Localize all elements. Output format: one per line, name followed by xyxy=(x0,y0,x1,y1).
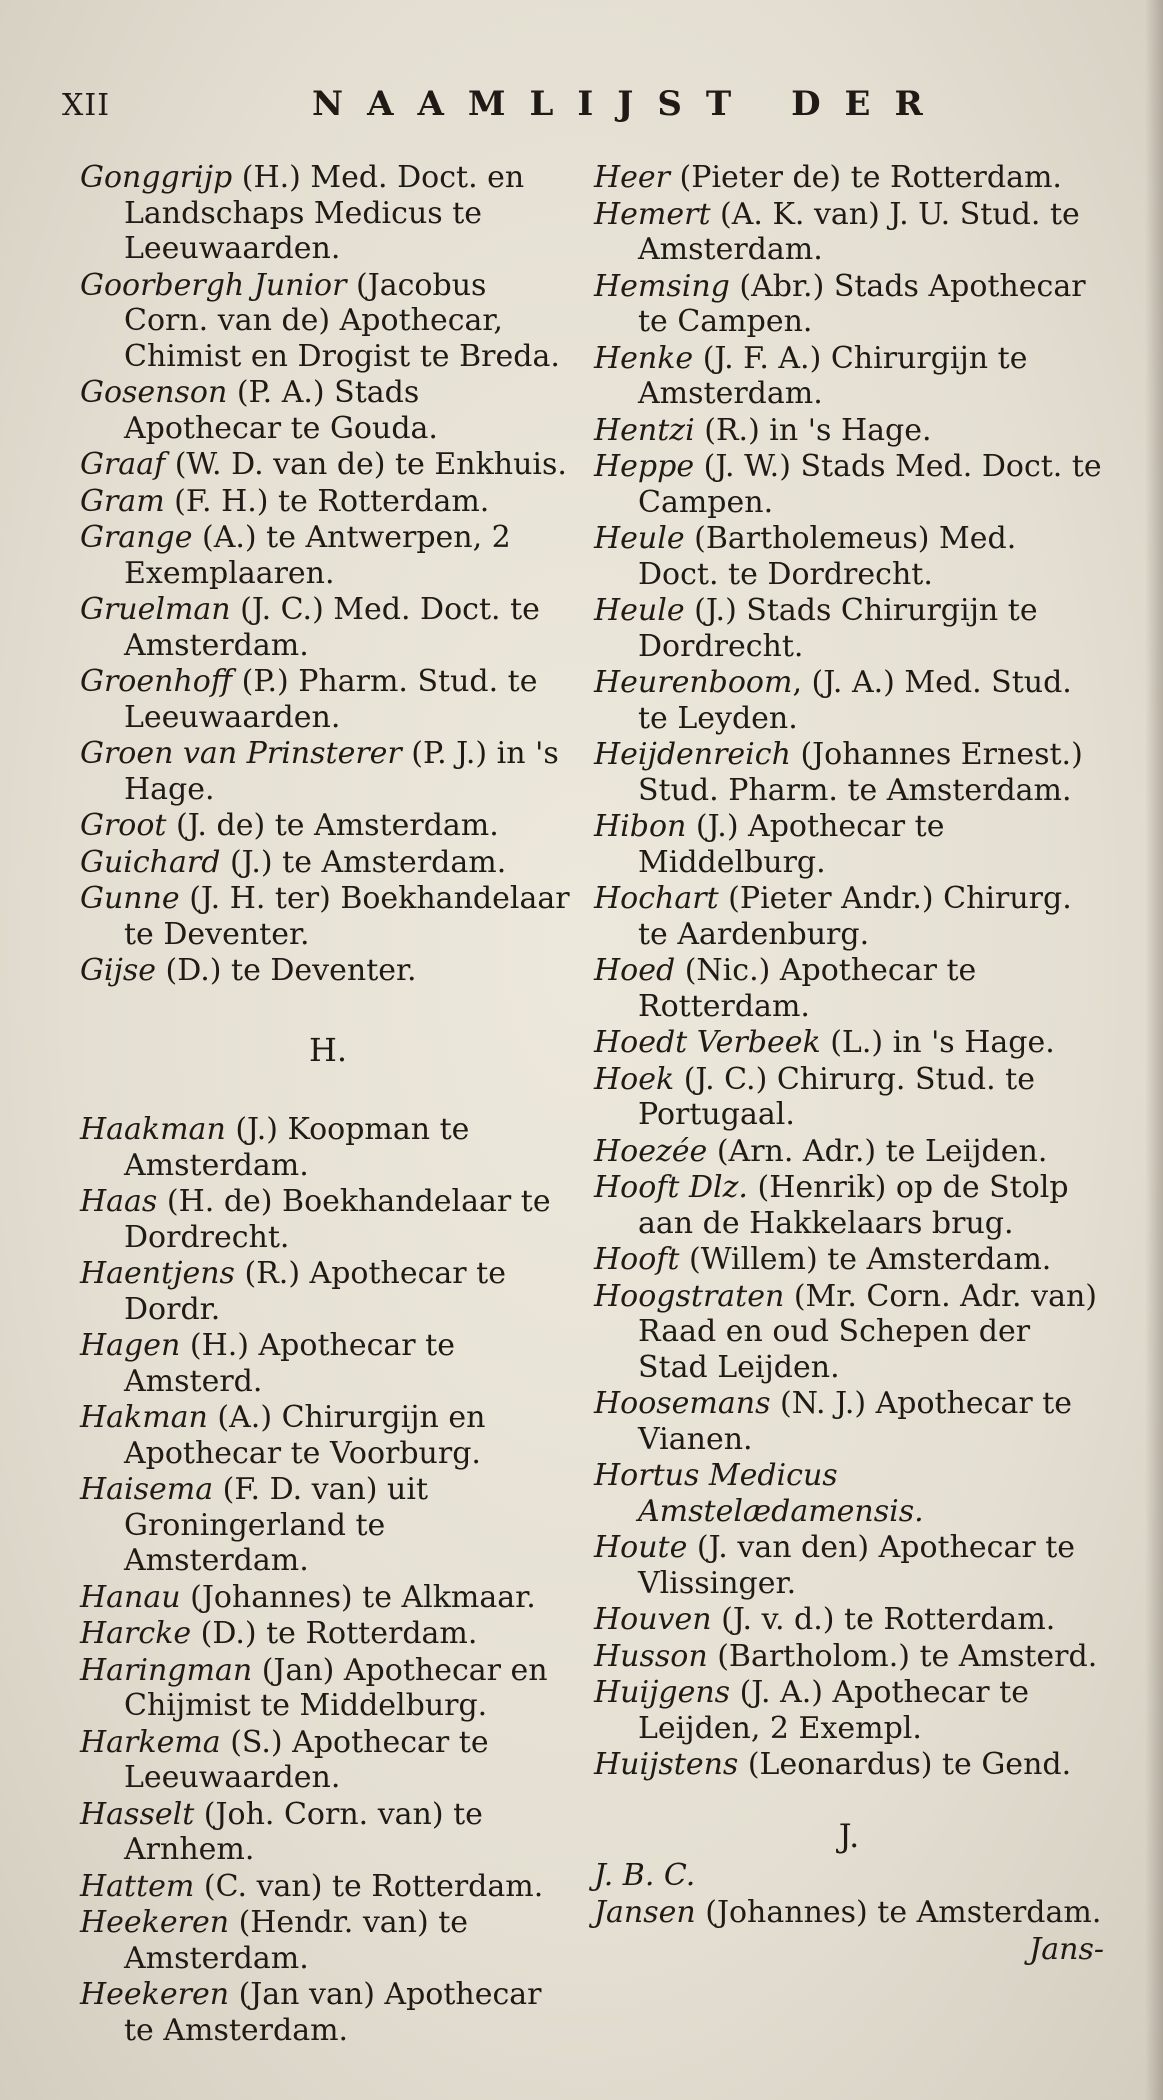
list-item xyxy=(594,1639,1104,1675)
entry-name: Groenhoff xyxy=(80,664,233,699)
entry-name: Groot xyxy=(80,808,167,843)
entries-h xyxy=(80,1112,576,2048)
entry-name: Hibon xyxy=(594,809,687,844)
entry-details: (P. J.) in 's Hage. xyxy=(124,736,559,807)
list-item xyxy=(80,268,576,375)
entry-details: (Mr. Corn. Adr. van) Raad en oud Schepen der Stad Leijden. xyxy=(638,1278,1097,1385)
entry-name: Hagen xyxy=(80,1328,181,1363)
entry-details: (Jacobus Corn. van de) Apothecar, Chimist en Drogist te Breda. xyxy=(124,267,560,374)
list-item xyxy=(594,197,1104,268)
entry-details: (C. van) te Rotterdam. xyxy=(194,1868,544,1904)
list-item xyxy=(80,484,576,520)
entry-details: (W. D. van de) te Enkhuis. xyxy=(165,447,567,482)
list-item xyxy=(594,269,1104,340)
entry-name: Henke xyxy=(594,340,694,376)
list-item xyxy=(594,413,1104,449)
list-item xyxy=(594,881,1104,952)
entry-name: Guichard xyxy=(80,844,221,880)
list-item xyxy=(594,1170,1104,1241)
entry-name: Gruelman xyxy=(80,592,231,627)
entry-name: Hoek xyxy=(594,1061,675,1097)
list-item xyxy=(80,1616,576,1652)
entry-details: (P.) Pharm. Stud. te Leeuwaarden. xyxy=(124,664,538,735)
entry-name: Haakman xyxy=(80,1112,226,1147)
entry-details: (Jan) Apothecar en Chijmist te Middelburg. xyxy=(124,1652,548,1723)
entry-name: Hoezée xyxy=(594,1133,708,1169)
entry-name: Groen van Prinsterer xyxy=(80,736,402,771)
list-item xyxy=(594,1895,1104,1931)
entry-name: J. B. C. xyxy=(594,1858,696,1893)
entry-name: Hoedt Verbeek xyxy=(594,1025,821,1060)
list-item xyxy=(80,1112,576,1183)
list-item xyxy=(594,1530,1104,1601)
list-item xyxy=(80,1400,576,1471)
list-item xyxy=(594,1675,1104,1746)
list-item xyxy=(80,1905,576,1976)
running-title: NAAMLIJST DER xyxy=(312,84,947,124)
entry-details: (J.) Apothecar te Middelburg. xyxy=(638,809,945,880)
entry-details: (J. F. A.) Chirurgijn te Amsterdam. xyxy=(638,340,1028,411)
entry-details: (F. D. van) uit Groningerland te Amsterdam. xyxy=(124,1472,429,1578)
entry-name: Heule xyxy=(594,593,685,628)
list-item xyxy=(80,1725,576,1796)
entry-details: (Willem) te Amsterdam. xyxy=(679,1242,1052,1277)
list-item xyxy=(80,1869,576,1905)
list-item xyxy=(80,881,576,952)
list-item xyxy=(80,520,576,591)
entry-details: , (J. A.) Med. Stud. te Leyden. xyxy=(638,665,1072,736)
entry-name: Haas xyxy=(80,1184,158,1219)
list-item xyxy=(594,1458,1104,1529)
entry-name: Harcke xyxy=(80,1616,192,1651)
entry-name: Graaf xyxy=(80,447,166,482)
list-item xyxy=(594,1602,1104,1638)
entry-name: Hakman xyxy=(80,1400,208,1435)
entry-details: (H. de) Boekhandelaar te Dordrecht. xyxy=(124,1184,551,1255)
list-item xyxy=(80,808,576,844)
catchword: Jans- xyxy=(1029,1932,1104,1967)
entry-name: Huijgens xyxy=(594,1675,731,1710)
list-item xyxy=(594,809,1104,880)
entry-name: Heurenboom xyxy=(594,665,793,700)
entry-name: Gijse xyxy=(80,953,157,988)
entry-details: (Hendr. van) te Amsterdam. xyxy=(124,1905,469,1976)
page-edge-shadow xyxy=(1145,0,1163,2100)
list-item xyxy=(594,1386,1104,1457)
entry-name: Haisema xyxy=(80,1472,214,1507)
list-item xyxy=(594,1242,1104,1278)
entry-name: Gonggrijp xyxy=(80,160,233,195)
entry-details: (J. de) te Amsterdam. xyxy=(166,808,499,843)
section-heading-j: J. xyxy=(838,1816,860,1855)
entry-details: (Johannes Ernest.) Stud. Pharm. te Amsterdam. xyxy=(638,737,1083,808)
entry-details: (R.) in 's Hage. xyxy=(694,412,932,448)
entry-name: Husson xyxy=(594,1638,708,1674)
entry-details: (D.) te Rotterdam. xyxy=(191,1616,478,1651)
entry-name: Hanau xyxy=(80,1579,181,1615)
entry-details: (Johannes) te Alkmaar. xyxy=(180,1579,536,1615)
entry-name: Haringman xyxy=(80,1652,253,1688)
list-item xyxy=(80,736,576,807)
entry-details: (J. v. d.) te Rotterdam. xyxy=(711,1602,1056,1637)
list-item xyxy=(80,1653,576,1724)
list-item xyxy=(594,953,1104,1024)
entry-name: Hentzi xyxy=(594,412,695,448)
list-item xyxy=(80,1472,576,1579)
list-item xyxy=(594,593,1104,664)
list-item xyxy=(594,160,1104,196)
entry-details: (N. J.) Apothecar te Vianen. xyxy=(638,1386,1073,1457)
list-item xyxy=(80,664,576,735)
entry-name: Heppe xyxy=(594,449,695,484)
list-item xyxy=(80,592,576,663)
entry-details: (Pieter de) te Rotterdam. xyxy=(670,160,1062,195)
entry-name: Jansen xyxy=(594,1894,696,1930)
entry-name: Hemert xyxy=(594,196,711,232)
entries-h-continued xyxy=(594,160,1104,1783)
list-item xyxy=(80,1977,576,2048)
section-heading-h: H. xyxy=(308,1030,348,1069)
entry-details: (D.) te Deventer. xyxy=(156,953,417,988)
list-item xyxy=(80,447,576,483)
entry-name: Huijstens xyxy=(594,1747,739,1782)
list-item xyxy=(80,160,576,267)
entry-details: (J. C.) Med. Doct. te Amsterdam. xyxy=(124,592,540,663)
entry-details: (P. A.) Stads Apothecar te Gouda. xyxy=(124,375,438,446)
entry-details: (J. C.) Chirurg. Stud. te Portugaal. xyxy=(638,1061,1035,1132)
list-item xyxy=(594,1062,1104,1133)
entry-name: Heer xyxy=(594,160,671,195)
list-item xyxy=(594,665,1104,736)
right-column xyxy=(594,160,1104,1968)
entry-details: (J. van den) Apothecar te Vlissinger. xyxy=(638,1530,1076,1601)
entry-details: (Pieter Andr.) Chirurg. te Aardenburg. xyxy=(638,881,1072,952)
entry-name: Hochart xyxy=(594,881,719,916)
entry-name: Heekeren xyxy=(80,1905,230,1940)
entry-details: (J.) Koopman te Amsterdam. xyxy=(124,1112,470,1183)
entry-name: Gram xyxy=(80,483,165,519)
entry-details: (R.) Apothecar te Dordr. xyxy=(124,1256,506,1327)
list-item xyxy=(80,1256,576,1327)
entry-name: Harkema xyxy=(80,1724,221,1760)
list-item xyxy=(80,1580,576,1616)
list-item xyxy=(594,1858,1104,1894)
left-column xyxy=(80,160,576,2049)
entry-details: (J. W.) Stads Med. Doct. te Campen. xyxy=(638,449,1102,520)
entry-name: Heijdenreich xyxy=(594,737,791,772)
entry-details: (H.) Apothecar te Amsterd. xyxy=(124,1328,455,1399)
entry-details: (A.) Chirurgijn en Apothecar te Voorburg. xyxy=(124,1400,486,1471)
entry-name: Goorbergh Junior xyxy=(80,267,347,303)
list-item xyxy=(80,953,576,989)
entry-details: (Leonardus) te Gend. xyxy=(738,1747,1072,1782)
list-item xyxy=(80,1328,576,1399)
entry-name: Heekeren xyxy=(80,1977,230,2012)
list-item xyxy=(594,1747,1104,1783)
entry-details: (Bartholemeus) Med. Doct. te Dordrecht. xyxy=(638,521,1017,592)
list-item xyxy=(80,1797,576,1868)
list-item xyxy=(594,341,1104,412)
entry-details: (Nic.) Apothecar te Rotterdam. xyxy=(638,953,977,1024)
entry-name: Hoogstraten xyxy=(594,1278,785,1314)
list-item xyxy=(80,375,576,446)
entry-details: (Henrik) op de Stolp aan de Hakkelaars brug. xyxy=(638,1170,1069,1241)
page-number: XII xyxy=(62,88,111,123)
list-item xyxy=(80,1184,576,1255)
entry-name: Hooft Dlz. xyxy=(594,1170,748,1205)
entry-details: (F. H.) te Rotterdam. xyxy=(164,483,490,519)
entry-name: Hooft xyxy=(594,1242,680,1277)
entry-details: (Bartholom.) te Amsterd. xyxy=(707,1638,1098,1674)
list-item xyxy=(594,1279,1104,1386)
entry-details: (Joh. Corn. van) te Arnhem. xyxy=(124,1796,483,1867)
list-item xyxy=(80,845,576,881)
page-header xyxy=(62,80,1102,140)
entry-details: (A.) te Antwerpen, 2 Exemplaaren. xyxy=(124,520,511,591)
entry-name: Houte xyxy=(594,1530,688,1565)
entry-name: Gunne xyxy=(80,881,180,916)
entry-details: (H.) Med. Doct. en Landschaps Medicus te Leeuwaarden. xyxy=(124,160,525,266)
entry-details: (L.) in 's Hage. xyxy=(820,1025,1055,1060)
entry-name: Hattem xyxy=(80,1868,195,1904)
entry-name: Hortus Medicus Amstelædamensis. xyxy=(594,1458,924,1529)
entry-details: (J. H. ter) Boekhandelaar te Deventer. xyxy=(124,881,570,952)
entry-details: (J.) te Amsterdam. xyxy=(220,844,507,880)
entry-name: Gosenson xyxy=(80,375,228,410)
entry-details: (J.) Stads Chirurgijn te Dordrecht. xyxy=(638,593,1038,664)
entry-name: Houven xyxy=(594,1602,712,1637)
entry-name: Hemsing xyxy=(594,268,730,304)
list-item xyxy=(594,449,1104,520)
entry-details: (Jan van) Apothecar te Amsterdam. xyxy=(124,1977,542,2048)
entry-details: (A. K. van) J. U. Stud. te Amsterdam. xyxy=(638,196,1080,267)
entry-name: Heule xyxy=(594,521,685,556)
entry-details: (S.) Apothecar te Leeuwaarden. xyxy=(124,1724,489,1795)
entry-name: Hoosemans xyxy=(594,1386,771,1421)
entry-details: (J. A.) Apothecar te Leijden, 2 Exempl. xyxy=(638,1675,1029,1746)
entry-name: Hoed xyxy=(594,953,676,988)
list-item xyxy=(594,1025,1104,1061)
entry-name: Hasselt xyxy=(80,1796,195,1832)
list-item xyxy=(594,521,1104,592)
entries-g xyxy=(80,160,576,989)
entries-j xyxy=(594,1858,1104,1930)
entry-name: Grange xyxy=(80,520,193,555)
entry-details: (Johannes) te Amsterdam. xyxy=(695,1894,1102,1930)
entry-details: (Arn. Adr.) te Leijden. xyxy=(707,1133,1048,1169)
list-item xyxy=(594,737,1104,808)
entry-name: Haentjens xyxy=(80,1256,235,1291)
entry-details: (Abr.) Stads Apothecar te Campen. xyxy=(638,268,1086,339)
list-item xyxy=(594,1134,1104,1170)
